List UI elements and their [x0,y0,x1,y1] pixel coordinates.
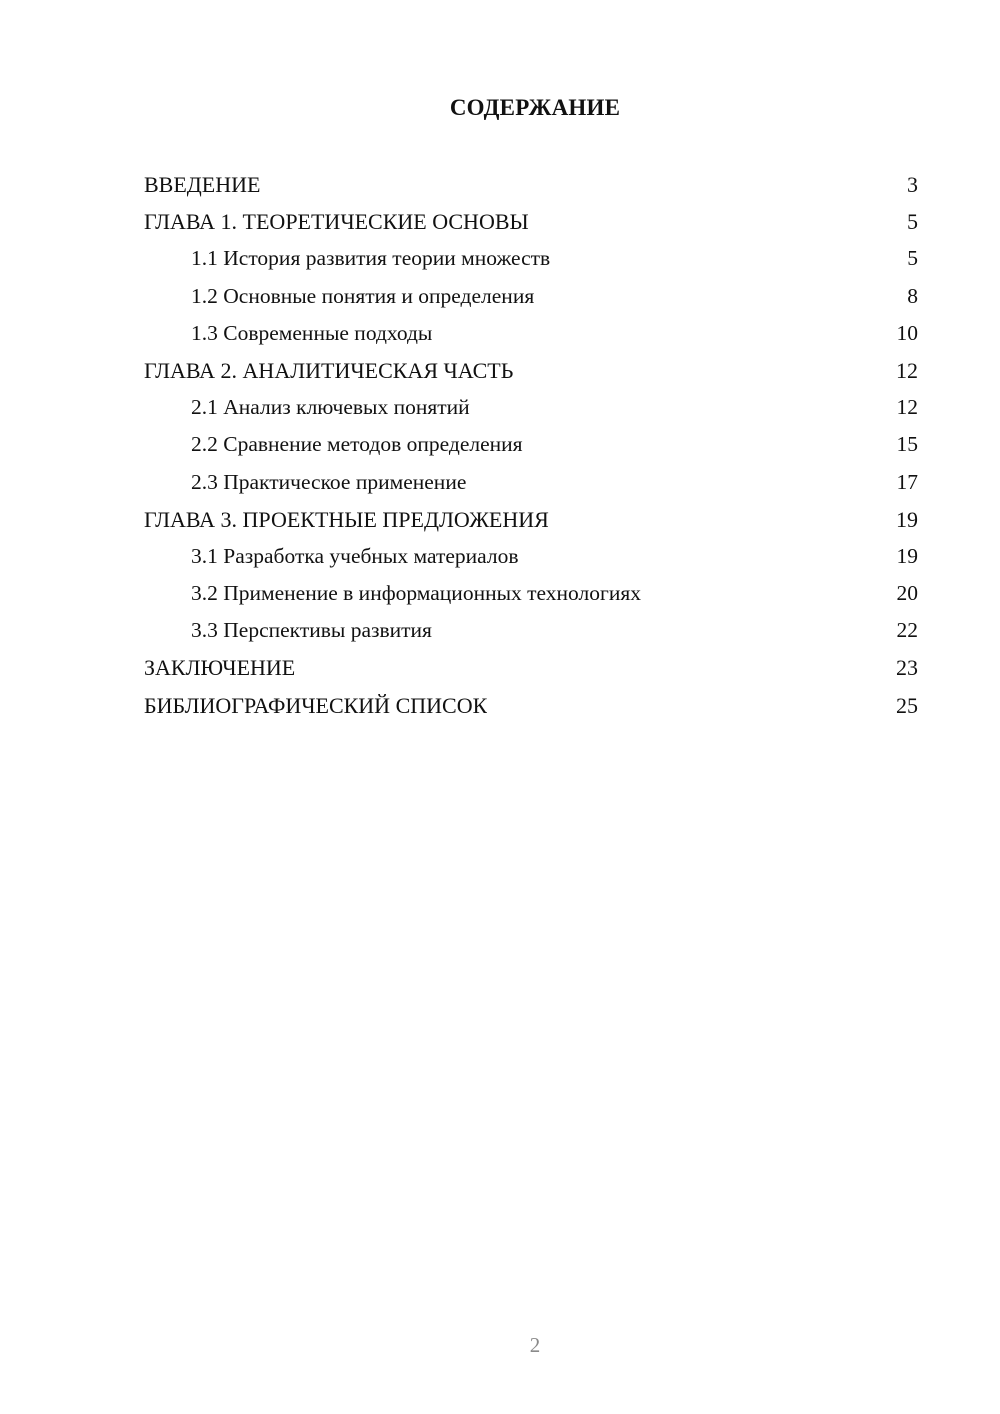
toc-entry-page: 15 [896,432,918,457]
toc-entry-label: ЗАКЛЮЧЕНИЕ [144,655,296,681]
page-number: 2 [529,1333,541,1357]
toc-entry-chapter [144,166,918,203]
toc-entry-section [144,538,918,575]
toc-entry-label: ГЛАВА 1. ТЕОРЕТИЧЕСКИЕ ОСНОВЫ [144,209,529,235]
toc-entry-page: 5 [907,246,918,271]
toc-entry-label: 3.2 Применение в информационных технологиях [191,581,641,606]
toc-entry-page: 5 [907,209,918,235]
toc-entry-label: ГЛАВА 2. АНАЛИТИЧЕСКАЯ ЧАСТЬ [144,357,514,383]
toc-entry-page: 17 [896,469,918,494]
toc-entry-chapter [144,687,918,724]
toc-entry-chapter [144,352,918,389]
toc-entry-label: ВВЕДЕНИЕ [144,172,261,197]
toc-entry-page: 20 [896,581,918,606]
toc-entry-section [144,240,918,277]
toc-entry-chapter [144,649,918,686]
toc-entry-label: 1.1 История развития теории множеств [191,246,551,271]
toc-title: СОДЕРЖАНИЕ [449,95,621,120]
toc-entry-label: 1.2 Основные понятия и определения [191,283,535,308]
toc-entry-label: 2.1 Анализ ключевых понятий [191,395,470,420]
toc-entry-label: БИБЛИОГРАФИЧЕСКИЙ СПИСОК [144,692,488,718]
toc-entry-section [144,612,918,649]
table-of-contents [144,166,918,724]
toc-entry-section [144,426,918,463]
toc-entry-section [144,575,918,612]
toc-entry-label: 2.3 Практическое применение [191,469,467,494]
toc-entry-page: 10 [896,320,918,345]
toc-entry-page: 22 [896,618,918,643]
toc-entry-page: 19 [896,506,918,532]
toc-entry-section [144,464,918,501]
toc-entry-label: 3.1 Разработка учебных материалов [191,543,519,568]
toc-entry-chapter [144,203,918,240]
toc-entry-page: 19 [896,543,918,568]
toc-entry-page: 12 [896,395,918,420]
toc-entry-section [144,278,918,315]
toc-entry-page: 23 [896,655,918,681]
toc-entry-label: 2.2 Сравнение методов определения [191,432,523,457]
toc-entry-page: 12 [896,357,918,383]
toc-entry-page: 8 [907,283,918,308]
toc-entry-label: 1.3 Современные подходы [191,320,433,345]
toc-entry-page: 3 [907,172,918,197]
toc-entry-section [144,315,918,352]
toc-entry-chapter [144,501,918,538]
toc-entry-label: ГЛАВА 3. ПРОЕКТНЫЕ ПРЕДЛОЖЕНИЯ [144,506,549,532]
toc-entry-label: 3.3 Перспективы развития [191,618,432,643]
toc-entry-section [144,389,918,426]
toc-entry-page: 25 [896,692,918,718]
